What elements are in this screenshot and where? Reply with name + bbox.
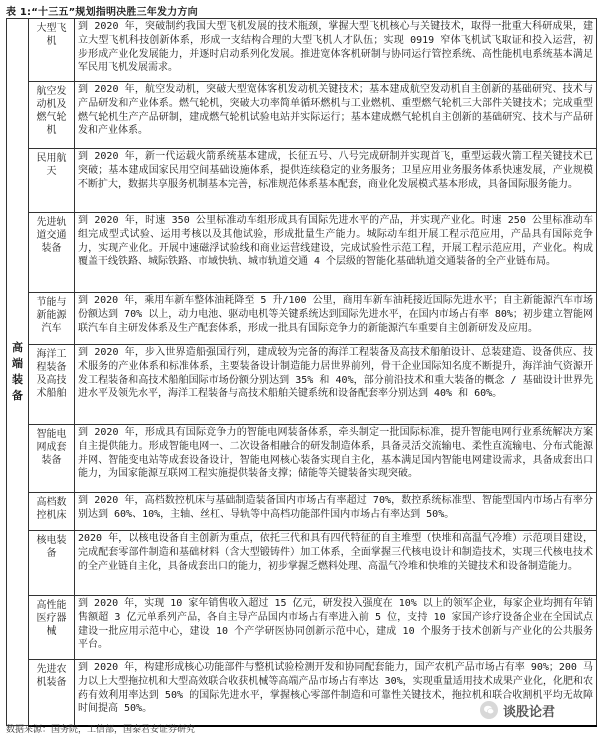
source-note: 数据来源：国务院，工信部，国泰君安证券研究 <box>6 725 196 735</box>
item-name: 高档数控机床 <box>29 493 75 531</box>
table-row <box>7 82 597 149</box>
item-desc: 到 2020 年，构建形成核心功能部件与整机试验检测开发和协同配套能力，国产农机产品市场占有率 90%；200 马力以上大型拖拉机和大型高效联合收获机械等高端产品市场占有率达 30%，实现重量适用技术成果产业化，化肥和农药有效利用率达到 50% 的国际先进水平，掌握核心零部件制造和可靠性关键技术，拖拉机和联合收割机平均无故障时间提高 50%。 <box>75 660 597 726</box>
plan-table <box>6 18 597 727</box>
item-desc: 到 2020 年，突破制约我国大型飞机发展的技术瓶颈，掌握大型飞机核心与关键技术，取得一批重大科研成果，建立大型飞机科技创新体系，形成一支结构合理的大型飞机人才队伍；实现 0919 窄体飞机试飞取证和投入运营，初步形成产业化发展能力，并逐时启动系列化发展。推进宽体客机研制与协同运行管控系统、高性能机电系统基本满足军民用飞机发展需求。 <box>75 19 597 82</box>
item-name: 航空发动机及燃气轮机 <box>29 82 75 149</box>
table-row <box>7 149 597 213</box>
table-row <box>7 19 597 82</box>
table-row <box>7 345 597 425</box>
wechat-icon <box>480 701 498 719</box>
item-name: 大型飞机 <box>29 19 75 82</box>
table-row <box>7 293 597 345</box>
table-row <box>7 596 597 660</box>
table-row <box>7 425 597 493</box>
item-desc: 到 2020 年，新一代运载火箭系统基本建成，长征五号、八号完成研制并实现首飞，重型运载火箭工程关键技术已突破；基本建成国家民用空间基础设施体系，提供连续稳定的业务服务；卫星应用业务服务体系快速发展，产业规模不断扩大，数据共享服务机制基本完善，标准规范体系基本配套，商业化发展模式基本形成，具备国际服务能力。 <box>75 149 597 213</box>
table-caption: 表 1:“十三五”规划指明决胜三年发力方向 <box>6 7 198 18</box>
item-name: 民用航天 <box>29 149 75 213</box>
table-row <box>7 213 597 293</box>
item-name: 节能与新能源汽车 <box>29 293 75 345</box>
item-desc: 到 2020 年，时速 350 公里标准动车组形成具有国际先进水平的产品，并实现产业化。时速 250 公里标准动车组完成型式试验、运用考核以及其他试验，形成批量生产能力。城际动车组开展工程示范应用，产品具有国际竞争力，实现产业化。开展中速磁浮试验线和商业运营线建设，完成试验性示范工程，开展工程示范应用，产业化。构成覆盖干线铁路、城际铁路、市域快轨、城市轨道交通 4 个层级的智能化基础轨道交通装备的全产业链布局。 <box>75 213 597 293</box>
item-name: 海洋工程装备及高技术船舶 <box>29 345 75 425</box>
item-desc: 到 2020 年，形成具有国际竞争力的智能电网装备体系，牵头制定一批国际标准，提升智能电网行业系统解决方案自主提供能力。形成智能电网一、二次设备相融合的研发制造体系，具备灵活交流输电、柔性直流输电、分布式能源并网、智能变电站等成套设备设计，智能电网核心装备实现自主化，基本满足国内智能电网建设需求，具备成套出口能力，为国家能源互联网工程实施提供装备支撑；储能等关键装备实现突破。 <box>75 425 597 493</box>
category-cell: 高端装备 <box>7 19 29 726</box>
item-name: 智能电网成套装备 <box>29 425 75 493</box>
item-desc: 2020 年，以核电设备自主创新为重点，依托三代和具有四代特征的自主堆型（快堆和高温气冷堆）示范项目建设，完成配套零部件制造和基础材料（含大型锻铸件）加工体系，全面掌握三代核电设计和制造技术，实现三代核电技术的全产业链自主化，具备成套出口的能力，初步掌握乏燃料处理、高温气冷堆和快堆的关键技术和设备制造能力。 <box>75 531 597 596</box>
item-desc: 到 2020 年，实现 10 家年销售收入超过 15 亿元，研发投入强度在 10% 以上的领军企业，每家企业均拥有年销售额超 3 亿元单系列产品，各自主导产品国内市场占有率进入前 5 位，支持 10 家国产诊疗设备企业在全国试点建设一批应用示范中心，建设 10 个产学研医协同创新示范中心，建成 10 个服务于技术创新与产业化的公共服务平台。 <box>75 596 597 660</box>
item-name: 核电装备 <box>29 531 75 596</box>
item-desc: 到 2020 年，高档数控机床与基础制造装备国内市场占有率超过 70%，数控系统标准型、智能型国内市场占有率分别达到 60%、10%，主轴、丝杠、导轨等中高档功能部件国内市场占有率达到 50%。 <box>75 493 597 531</box>
table-row <box>7 493 597 531</box>
item-name: 先进农机装备 <box>29 660 75 726</box>
table-row <box>7 531 597 596</box>
item-name: 先进轨道交通装备 <box>29 213 75 293</box>
item-desc: 到 2020 年，步入世界造船强国行列，建成较为完备的海洋工程装备及高技术船舶设计、总装建造、设备供应、技术服务的产业体系和标准体系，主要装备设计制造能力居世界前列，骨干企业国际知名度不断提升，海洋油气资源开发工程装备和高技术船舶国际市场份额分别达到 35% 和 40%，部分前沿技术和重大装备的概念 / 基础设计世界先进水平及领先水平，海洋工程装备与高技术船舶关键系统和设备配套率分别达到 40% 和 60%。 <box>75 345 597 425</box>
item-desc: 到 2020 年，乘用车新车整体油耗降至 5 升/100 公里，商用车新车油耗接近国际先进水平；自主新能源汽车市场份额达到 70% 以上，动力电池、驱动电机等关键系统达到国际先进水平，在国内市场占有率 80%；初步建立智能网联汽车自主研发体系及生产配套体系，形成一批具有国际竞争力的新能源汽车重要自主创新研发及应用。 <box>75 293 597 345</box>
watermark-text: 谈股论君 <box>503 704 556 720</box>
item-desc: 到 2020 年，航空发动机，突破大型宽体客机发动机关键技术；基本建成航空发动机自主创新的基础研究、技术与产品研发和产业体系。燃气轮机，突破大功率简单循环燃机与工业燃机、重型燃气轮机三大部件关键技术；完成重型燃气轮机生产产品研制，建成燃气轮机试验电站并实际运行；基本建成燃气轮机自主创新的基础研究、技术与产品研发和产业体系。 <box>75 82 597 149</box>
watermark <box>480 699 590 721</box>
item-name: 高性能医疗器械 <box>29 596 75 660</box>
